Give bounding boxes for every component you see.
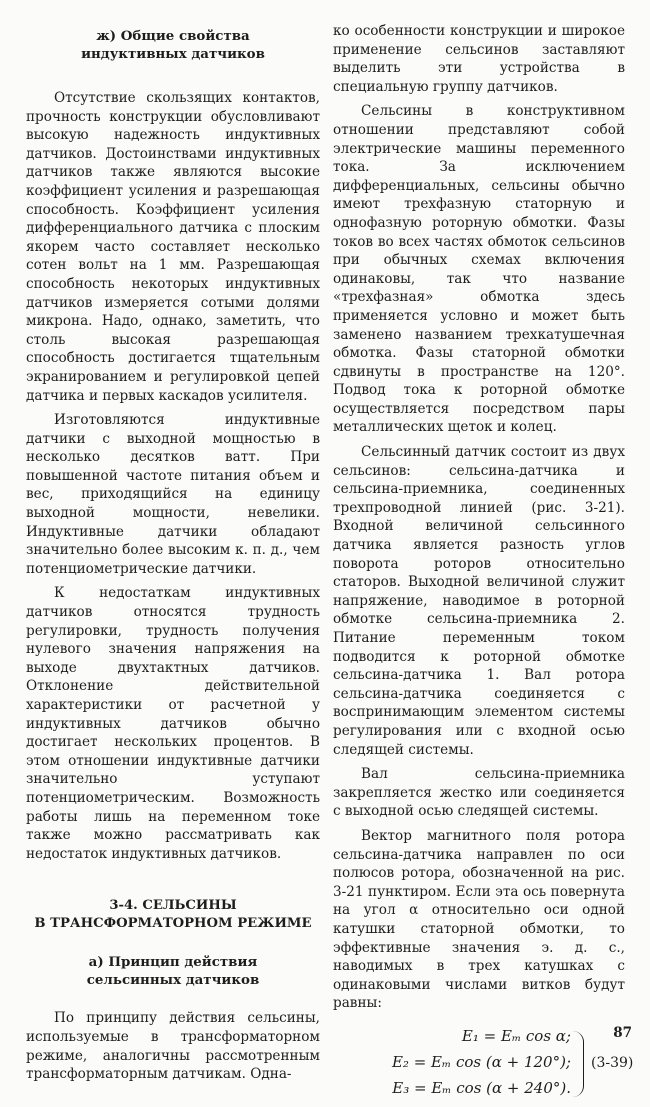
subsection-heading-a [26,954,320,989]
page-number: 87 [613,1025,632,1041]
paragraph-construction: Сельсины в конструктивном отношении представляют собой электрические машины переменного тока. За исключением дифференциальных, сельсины обычно имеют трехфазную статорную и однофазную роторную обмотки. Фазы токов во всех частях обмоток сельсинов при обычных схемах включения одинаковы, так что название «трехфазная» обмотка здесь применяется условно и может быть заменено названием трехкатушечная обмотка. Фазы статорной обмотки сдвинуты в пространстве на 120°. Подвод тока к роторной обмотке осуществляется посредством пары металлических щеток и колец. [333,103,625,436]
right-column [333,22,634,1107]
equation-number: (3-39) [591,1054,634,1071]
subsection-heading-a-line1: а) Принцип действия [88,954,258,971]
paragraph-advantages: Отсутствие скользящих контактов, прочность конструкции обусловливают высокую надежность индуктивных датчиков. Достоинствами индуктивных датчиков также являются высокие коэффициент усиления и разрешающая способность. Коэффициент усиления дифференциального датчика с плоским якорем часто составляет несколько сотен вольт на 1 мм. Разрешающая способность некоторых индуктивных датчиков измеряется сотыми долями микрона. Надо, однако, заметить, что столь высокая разрешающая способность достигается тщательным экранированием и регулировкой цепей датчика и первых каскадов усилителя. [26,90,320,404]
equation-block-3-39 [333,1026,634,1107]
subsection-heading-g [26,28,320,63]
equation-e2: E₂ = Eₘ cos (α + 120°); [391,1052,571,1071]
paragraph-receiver-shaft: Вал сельсина-приемника закрепляется жестко или соединяется с выходной осью следящей системы. [333,766,625,820]
paragraph-principle: По принципу действия сельсины, используемые в трансформаторном режиме, аналогичны рассмотренным трансформаторным датчикам. Одна- [26,1010,320,1083]
section-heading-line1: 3-4. СЕЛЬСИНЫ [109,898,237,914]
section-heading-3-4 [26,897,320,932]
equation-e1: E₁ = Eₘ cos α; [461,1026,571,1045]
paragraph-power-output: Изготовляются индуктивные датчики с выходной мощностью в несколько десятков ватт. При повышенной частоте питания объем и вес, приходящийся на единицу выходной мощности, невелики. Индуктивные датчики обладают значительно более высоким к. п. д., чем потенциометрические датчики. [26,412,320,577]
subsection-heading-g-line1: ж) Общие свойства [96,28,250,44]
paragraph-magnetic-field: Вектор магнитного поля ротора сельсина-датчика направлен по оси полюсов ротора, обозначенной на рис. 3-21 пунктиром. Если эта ось повернута на угол α относительно оси одной катушки статорной обмотки, то эффективные значения э. д. с., наводимых в трех катушках с одинаковыми числами витков будут равны: [333,827,625,1012]
subsection-heading-g-line2: индуктивных датчиков [81,45,265,62]
paragraph-disadvantages: К недостаткам индуктивных датчиков относятся трудность регулировки, трудность получения нулевого значения напряжения на выходе двухтактных датчиков. Отклонение действительной характеристики от расчетной у индуктивных датчиков обычно достигает нескольких процентов. В этом отношении индуктивные датчики значительно уступают потенциометрическим. Возможность работы лишь на переменном токе также можно рассматривать как недостаток индуктивных датчиков. [26,585,320,862]
left-column [26,28,320,1090]
section-heading-line2: В ТРАНСФОРМАТОРНОМ РЕЖИМЕ [34,915,312,931]
equation-e3: E₃ = Eₘ cos (α + 240°). [392,1078,571,1097]
subsection-heading-a-line2: сельсинных датчиков [86,971,260,988]
paragraph-selsyn-sensor: Сельсинный датчик состоит из двух сельсинов: сельсина-датчика и сельсина-приемника, соединенных трехпроводной линией (рис. 3-21). Входной величиной сельсинного датчика является разность углов поворота роторов относительно статоров. Выходной величиной служит напряжение, наводимое в роторной обмотке сельсина-приемника 2. Питание переменным током подводится к роторной обмотке сельсина-датчика 1. Вал ротора сельсина-датчика соединяется с воспринимающим элементом системы регулирования или с входной осью следящей системы. [333,444,625,758]
paragraph-continuation: ко особенности конструкции и широкое применение сельсинов заставляют выделить эти устройства в специальную группу датчиков. [333,23,625,95]
equation-brace [573,1031,584,1097]
